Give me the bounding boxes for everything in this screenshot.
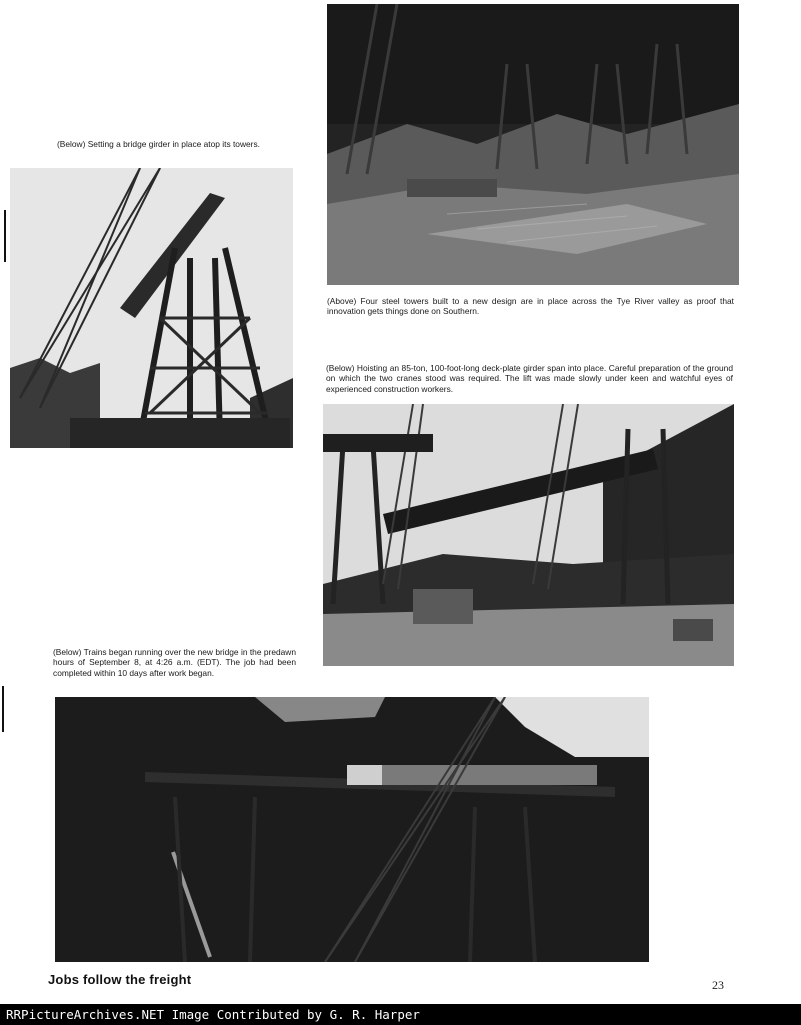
credit-bar — [0, 1004, 801, 1025]
towers-valley-image — [327, 4, 739, 285]
hoisting-girder-image — [323, 404, 734, 666]
setting-girder-image — [10, 168, 293, 448]
scan-edge-mark — [2, 686, 4, 732]
caption-four-towers: (Above) Four steel towers built to a new design are in place across the Tye River valley as proof that innovation gets things done on Southern. — [327, 296, 734, 317]
credit-text: RRPictureArchives.NET Image Contributed by G. R. Harper — [6, 1007, 420, 1022]
photo-train-on-bridge — [55, 697, 649, 962]
caption-trains-running: (Below) Trains began running over the new bridge in the predawn hours of September 8, at 4:26 a.m. (EDT). The job had been completed within 10 days after work began. — [53, 647, 296, 678]
page-heading: Jobs follow the freight — [48, 972, 192, 987]
caption-setting-girder: (Below) Setting a bridge girder in place atop its towers. — [57, 139, 260, 149]
train-on-bridge-image — [55, 697, 649, 962]
photo-setting-girder — [10, 168, 293, 448]
photo-steel-towers-valley — [327, 4, 739, 285]
photo-hoisting-girder — [323, 404, 734, 666]
scan-edge-mark — [4, 210, 6, 262]
page-number: 23 — [712, 978, 724, 992]
caption-hoisting-girder: (Below) Hoisting an 85-ton, 100-foot-long deck-plate girder span into place. Careful preparation of the ground on which the two cranes stood was required. The lift was made slowly under keen and watchful eyes of experienced construction workers. — [326, 363, 733, 394]
